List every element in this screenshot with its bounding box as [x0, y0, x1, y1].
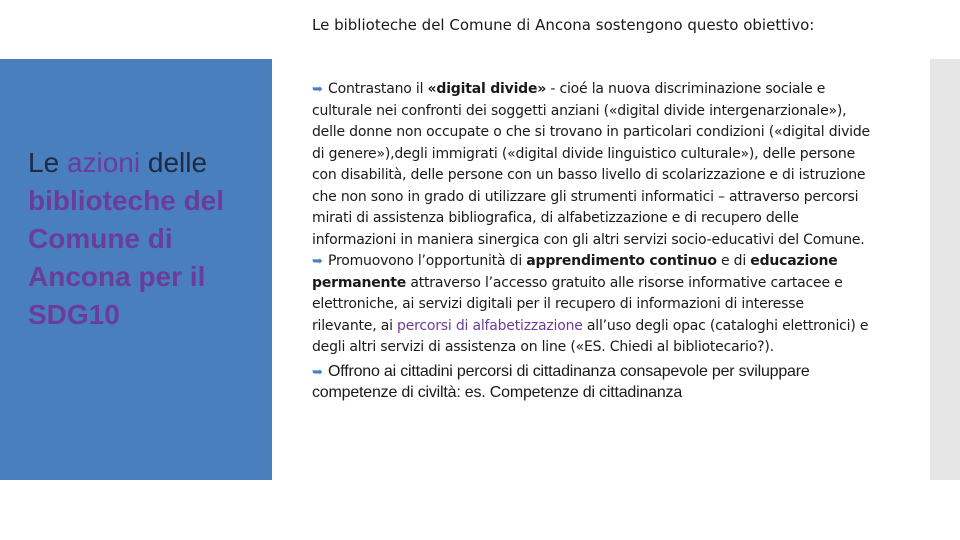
list-item	[312, 361, 872, 403]
item-1-text-a: Contrastano il	[328, 81, 428, 97]
item-2-text-a: Promuovono l’opportunità di	[328, 253, 527, 269]
item-2-text-g: all’uso degli opac (cataloghi elettronici) e degli altri servizi di assistenza on line («ES. Chiedi al bibliotecario?).	[312, 317, 869, 355]
item-2-text-b: apprendimento continuo	[526, 253, 717, 269]
item-2-text-c: e di	[716, 253, 751, 269]
right-scroll-strip	[930, 59, 960, 480]
item-2-text-f: percorsi di alfabetizzazione	[397, 317, 583, 334]
title-part-3: delle	[140, 147, 208, 178]
item-1-text-c: - cioé la nuova discriminazione sociale e culturale nei confronti dei soggetti anziani («digital divide intergenarzionale»), delle donne non occupate o che si trovano in particolari condizioni («digital divide di genere»),degli immigrati («digital divide linguistico culturale»), delle persone con disabilità, delle persone con un basso livello di scolarizzazione e di istruzione che non sono in grado di utilizzare gli strumenti informatici – attraverso percorsi mirati di assistenza bibliografica, di alfabetizzazione e di recupero delle informazioni in maniera sinergica con gli altri servizi socio-educativi del Comune.	[312, 81, 870, 248]
slide-title	[28, 144, 268, 334]
item-2-text-d: educazione permanente	[312, 253, 838, 291]
item-3-text: Offrono ai cittadini percorsi di cittadinanza consapevole per sviluppare competenze di civiltà: es. Competenze di cittadinanza	[312, 362, 810, 401]
content-body	[312, 79, 872, 403]
list-item	[312, 79, 872, 251]
title-part-2: azioni	[66, 147, 141, 178]
page-heading: Le biblioteche del Comune di Ancona sostengono questo obiettivo:	[312, 16, 815, 34]
item-1-text-b: «digital divide»	[427, 81, 547, 97]
title-part-1: Le	[28, 147, 67, 178]
item-2-text-e: attraverso l’accesso gratuito alle risorse informative cartacee e elettroniche, ai servizi digitali per il recupero di informazioni di interesse rilevante, ai	[312, 274, 843, 334]
list-item	[312, 251, 872, 359]
curved-arrow-bullet-icon: ➥	[312, 363, 323, 379]
curved-arrow-bullet-icon: ➥	[312, 254, 323, 269]
curved-arrow-bullet-icon: ➥	[312, 82, 323, 97]
title-part-4: biblioteche del Comune di Ancona per il SDG10	[28, 185, 225, 330]
